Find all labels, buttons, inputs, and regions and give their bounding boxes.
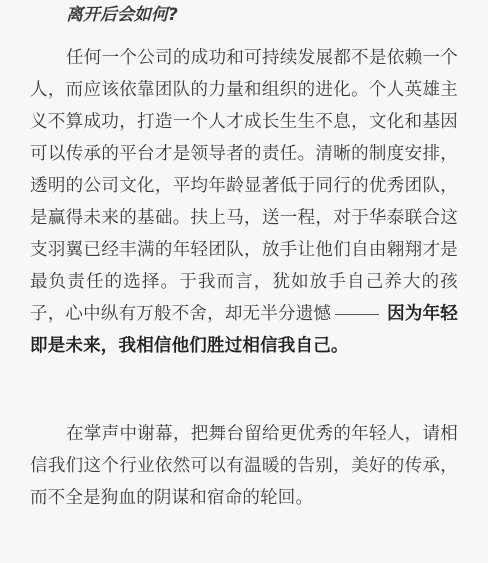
paragraph-1-text: 任何一个公司的成功和可持续发展都不是依赖一个人，而应该依靠团队的力量和组织的进化。个人英雄主义不算成功，打造一个人才成长生生不息，文化和基因可以传承的平台才是领导者的责任。清晰的制度安排，透明的公司文化，平均年龄显著低于同行的优秀团队，是赢得未来的基础。扶上马，送一程，对于华泰联合这支羽翼已经丰满的年轻团队，放手让他们自由翱翔才是最负责任的选择。于我而言，犹如放手自己养大的孩子，心中纵有万般不舍，却无半分遗憾: [30, 48, 458, 324]
paragraph-2: 在掌声中谢幕，把舞台留给更优秀的年轻人，请相信我们这个行业依然可以有温暖的告别，美好的传承，而不全是狗血的阴谋和宿命的轮回。: [30, 424, 458, 508]
em-dash: [335, 314, 379, 315]
section-heading: 离开后会如何?: [66, 5, 178, 25]
paragraph-1: [30, 42, 458, 362]
paragraph-1-emphasis: 因为年轻即是未来，我相信他们胜过相信我自己。: [30, 304, 458, 356]
article-body: [30, 0, 458, 514]
